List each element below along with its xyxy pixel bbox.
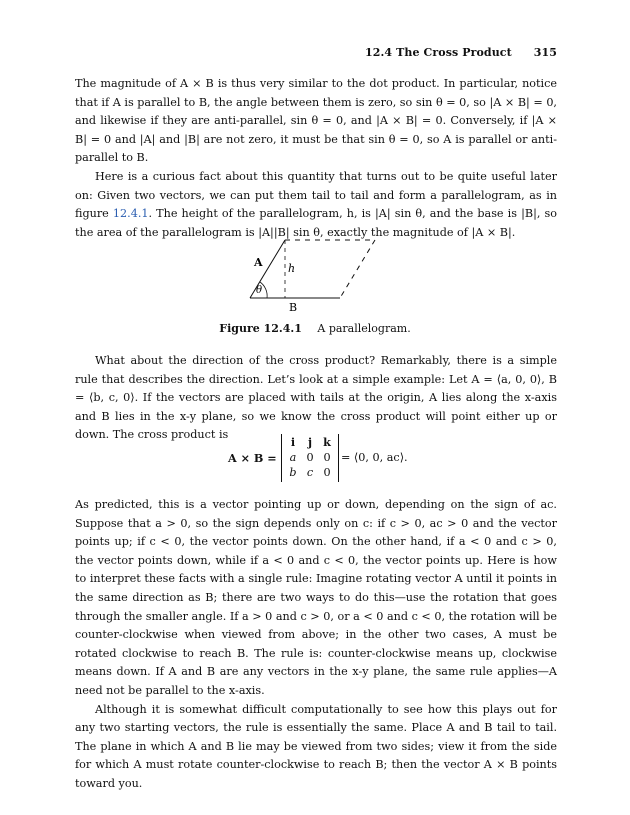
determinant	[281, 434, 339, 482]
page-number: 315	[533, 46, 557, 59]
matrix-cell: 0	[323, 466, 331, 479]
label-b: B	[289, 301, 298, 312]
paragraph-2-part-2: . The height of the parallelogram, h, is |A| sin θ, and the base is |B|, so the area of the parallelogram is |A||B| sin θ, exactly the magnitude of |A × B|.	[75, 207, 557, 239]
equation-lhs: A × B =	[228, 451, 277, 465]
paragraph-2	[75, 168, 557, 242]
label-theta: θ	[256, 285, 263, 296]
matrix-cell: b	[289, 466, 297, 479]
matrix-cell: c	[306, 466, 314, 479]
matrix-cell: k	[323, 435, 331, 449]
paragraph-1: The magnitude of A × B is thus very similar to the dot product. In particular, notice that if A is parallel to B, the angle between them is zero, so sin θ = 0, so |A × B| = 0, and likewise if they are anti-parallel, sin θ = 0, and |A × B| = 0. Conversely, if |A × B| = 0 and |A| and |B| are not zero, it must be that sin θ = 0, so A is parallel or anti-parallel to B.	[75, 77, 557, 165]
matrix-cell: 0	[306, 451, 314, 464]
matrix-cell: i	[290, 435, 296, 449]
section-title: 12.4 The Cross Product	[364, 46, 512, 59]
matrix-cell: 0	[323, 451, 331, 464]
paragraph-5: Although it is somewhat difficult computationally to see how this plays out for any two starting vectors, the rule is essentially the same. Place A and B tail to tail. The plane in which A and B lie may be viewed from two sides; view it from the side for which A must rotate counter-clockwise to reach B; then the vector A × B points toward you.	[75, 702, 557, 790]
right-dashed-edge	[340, 240, 375, 298]
body-text-bottom	[75, 496, 557, 794]
body-text-mid	[75, 352, 557, 445]
body-text-top	[75, 75, 557, 242]
caption-text: A parallelogram.	[317, 322, 411, 335]
figure-caption	[0, 322, 630, 335]
parallelogram-figure	[240, 236, 385, 312]
equation-rhs: = ⟨0, 0, ac⟩.	[341, 451, 408, 464]
caption-label: Figure 12.4.1	[219, 322, 302, 335]
figure-link[interactable]: 12.4.1	[112, 207, 149, 221]
running-header	[0, 46, 557, 59]
paragraph-2-part-1: Here is a curious fact about this quantity that turns out to be quite useful later on: Given two vectors, we can put them tail to tail and form a parallelogram, as in figure	[75, 169, 557, 221]
label-a: A	[254, 256, 263, 269]
paragraph-3: What about the direction of the cross product? Remarkably, there is a simple rule that describes the direction. Let’s look at a simple example: Let A = ⟨a, 0, 0⟩, B = ⟨b, c, 0⟩. If the vectors are placed with tails at the origin, A lies along the x-axis and B lies in the x-y plane, so we know the cross product will point either up or down. The cross product is	[75, 354, 557, 442]
paragraph-4: As predicted, this is a vector pointing up or down, depending on the sign of ac. Suppose that a > 0, so the sign depends only on c: if c > 0, ac > 0 and the vector points up; if c < 0, the vector points down. On the other hand, if a < 0 and c > 0, the vector points down, while if a < 0 and c < 0, the vector points up. Here is how to interpret these facts with a single rule: Imagine rotating vector A until it points in the same direction as B; there are two ways to do this—use the rotation that goes through the smaller angle. If a > 0 and c > 0, or a < 0 and c < 0, the rotation will be counter-clockwise when viewed from above; in the other two cases, A must be rotated clockwise to reach B. The rule is: counter-clockwise means up, clockwise means down. If A and B are any vectors in the x-y plane, the same rule applies—A need not be parallel to the x-axis.	[75, 498, 557, 697]
matrix-cell: j	[307, 435, 313, 449]
label-h: h	[288, 262, 296, 275]
matrix-cell: a	[289, 451, 297, 464]
